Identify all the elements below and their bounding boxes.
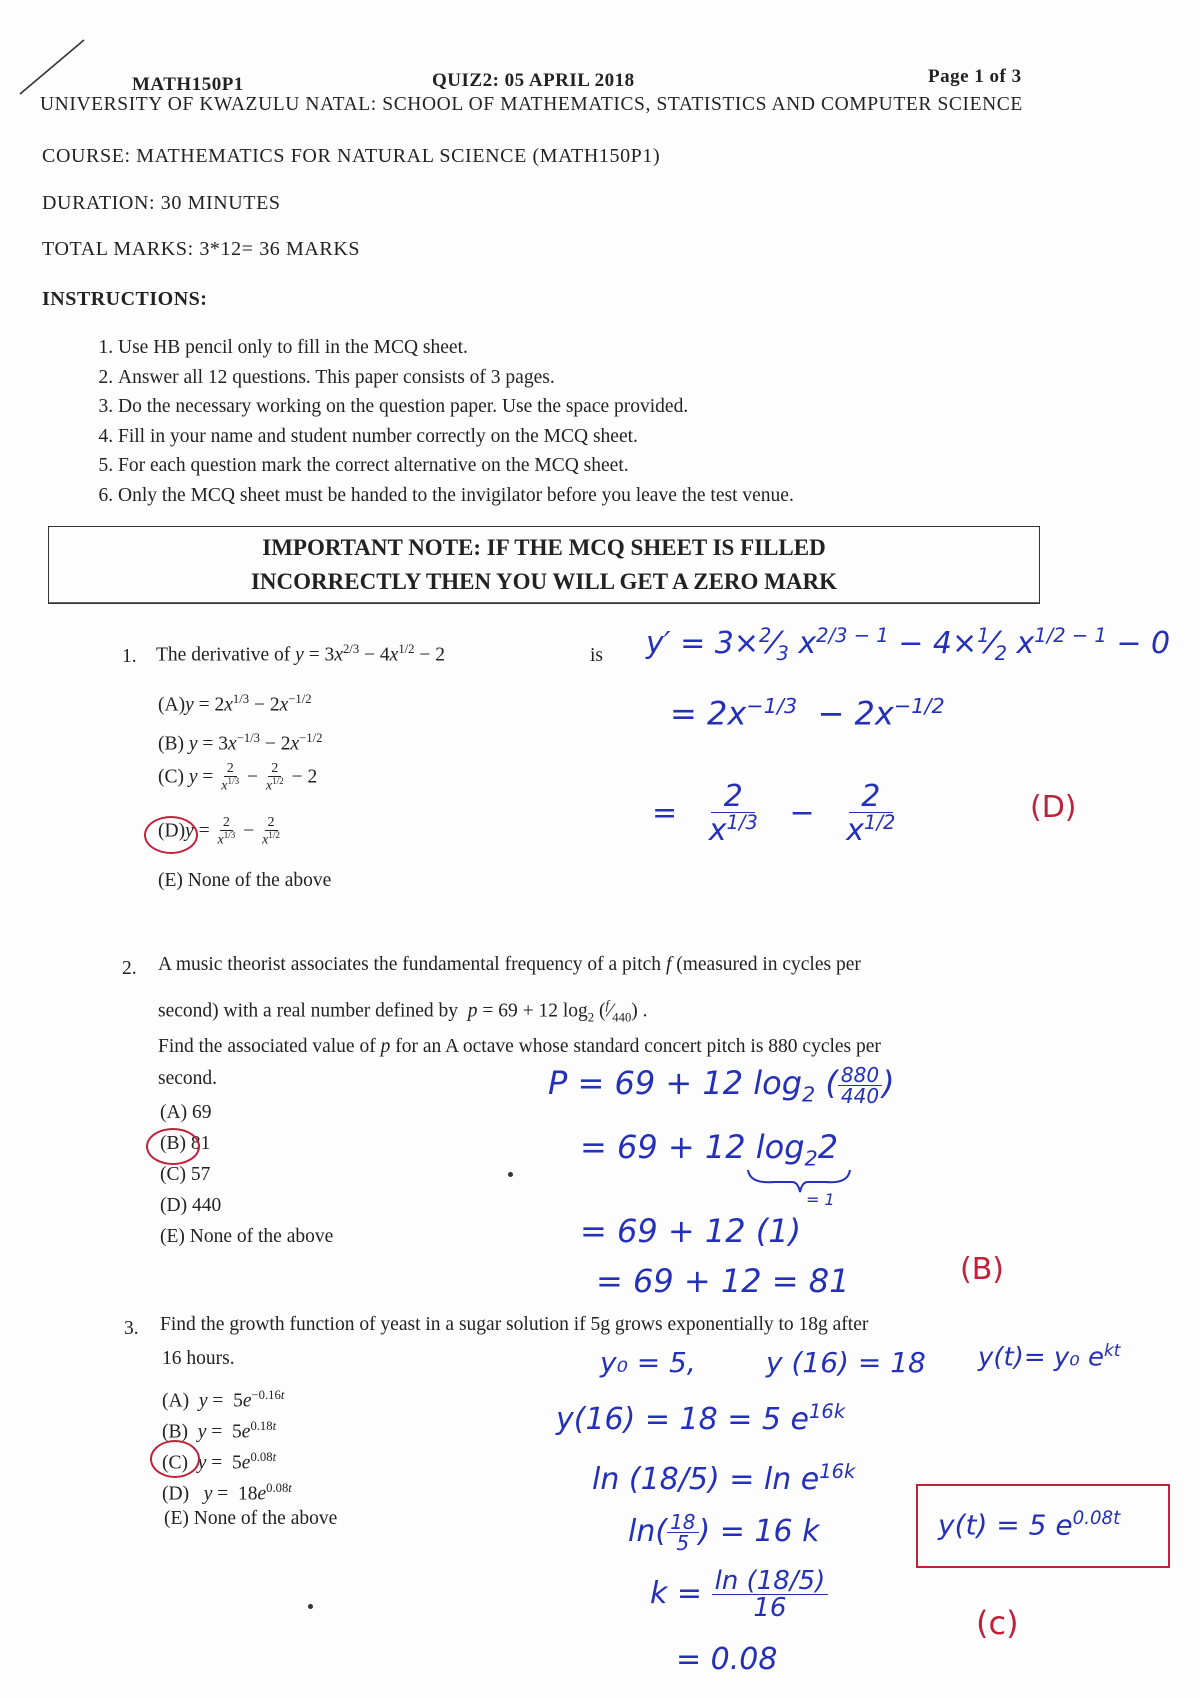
q3-work-line-4: ln( $\frac{18}{5}$ ) = 16 k bbox=[628, 1510, 820, 1555]
q3-work-y16: y (16) = 18 bbox=[766, 1346, 926, 1379]
pen-stroke-mark bbox=[18, 36, 88, 98]
q3-boxed-answer: y(t) = 5 $e^{0.08t}$ bbox=[938, 1508, 1121, 1542]
q2-work-line-3: = 69 + 12 (1) bbox=[580, 1212, 802, 1250]
total-marks-line: TOTAL MARKS: 3*12= 36 MARKS bbox=[42, 238, 361, 260]
q3-work-y0: y₀ = 5, bbox=[600, 1346, 696, 1379]
q3-work-model: y(t)= y₀ $e^{kt}$ bbox=[978, 1340, 1121, 1373]
note-line-2: INCORRECTLY THEN YOU WILL GET A ZERO MARK bbox=[250, 569, 837, 594]
q2-option-e: (E) None of the above bbox=[160, 1226, 334, 1247]
q2-line-2: second) with a real number defined by p = 69 + 12 $\log_2$ $(^f⁄_{440})$ . bbox=[158, 998, 648, 1025]
course-code: MATH150P1 bbox=[132, 74, 244, 95]
instructions-title: INSTRUCTIONS: bbox=[42, 288, 208, 310]
instruction-item: 4. Fill in your name and student number correctly on the MCQ sheet. bbox=[118, 422, 1118, 452]
q2-option-d: (D) 440 bbox=[160, 1195, 222, 1216]
q3-number: 3. bbox=[124, 1318, 139, 1339]
q2-work-line-2: = 69 + 12 $\log_22$ bbox=[580, 1128, 839, 1171]
q1-option-d: (D)y = $\frac{2}{x^{1/3}}$ − $\frac{2}{x^{1/2}}$ bbox=[158, 815, 280, 848]
important-note-box bbox=[48, 526, 1040, 604]
course-line: COURSE: MATHEMATICS FOR NATURAL SCIENCE (MATH150P1) bbox=[42, 145, 661, 167]
instruction-item: 1. Use HB pencil only to fill in the MCQ sheet. bbox=[118, 333, 1118, 363]
q3-work-line-5: k = $\frac{\ln (18/5)}{16}$ bbox=[650, 1568, 828, 1621]
note-line-1: IMPORTANT NOTE: IF THE MCQ SHEET IS FILLED bbox=[262, 535, 826, 560]
instruction-item: 6. Only the MCQ sheet must be handed to the invigilator before you leave the test venue. bbox=[118, 481, 1118, 511]
q1-option-e: (E) None of the above bbox=[158, 870, 332, 891]
q2-option-b: (B) 81 bbox=[160, 1133, 211, 1154]
q3-option-c: (C) $y = 5e^{0.08t}$ bbox=[162, 1450, 277, 1474]
q3-option-a: (A) $y = 5e^{-0.16t}$ bbox=[162, 1388, 285, 1412]
q3-work-line-2: y(16) = 18 = 5 $e^{16k}$ bbox=[556, 1400, 846, 1437]
instruction-item: 5. For each question mark the correct alternative on the MCQ sheet. bbox=[118, 451, 1118, 481]
q1-stem: The derivative of $y = 3x^{2/3} - 4x^{1/2} - 2$ bbox=[156, 642, 445, 666]
q2-option-c: (C) 57 bbox=[160, 1164, 211, 1185]
instruction-item: 3. Do the necessary working on the question paper. Use the space provided. bbox=[118, 392, 1118, 422]
duration-line: DURATION: 30 MINUTES bbox=[42, 192, 281, 214]
page-number: Page 1 of 3 bbox=[928, 66, 1022, 87]
instructions-list bbox=[74, 333, 1118, 511]
q1-option-b: (B) $y = 3x^{-1/3} - 2x^{-1/2}$ bbox=[158, 731, 323, 755]
q2-number: 2. bbox=[122, 958, 137, 979]
q2-work-answer: (B) bbox=[960, 1252, 1004, 1287]
q1-stem-text: The derivative of bbox=[156, 644, 291, 666]
q3-option-d: (D) $y = 18e^{0.08t}$ bbox=[162, 1481, 292, 1505]
q3-work-line-3: $\ln (18/5) = \ln e^{16k}$ bbox=[592, 1460, 856, 1497]
q2-line-4: second. bbox=[158, 1068, 218, 1089]
q1-option-c: (C) y = $\frac{2}{x^{1/3}}$ − $\frac{2}{x^{1/2}}$ − 2 bbox=[158, 761, 318, 794]
q2-underbrace bbox=[744, 1166, 854, 1196]
q3-line-1: Find the growth function of yeast in a sugar solution if 5g grows exponentially to 18g after bbox=[160, 1314, 869, 1335]
q1-number: 1. bbox=[122, 646, 137, 667]
q1-work-line-3: = $\frac{2}{x^{1/3}}$ − $\frac{2}{x^{1/2}}$ bbox=[652, 779, 896, 848]
q1-work-line-1: $y' = 3\times^2⁄_3$ $x^{2/3 - 1}$ − $4\times^1⁄_2$ $x^{1/2 - 1} - 0$ bbox=[646, 624, 1171, 665]
scan-dot bbox=[508, 1172, 513, 1177]
q2-line-3: Find the associated value of p for an A octave whose standard concert pitch is 880 cycles per bbox=[158, 1036, 881, 1057]
q3-option-e: (E) None of the above bbox=[164, 1508, 338, 1529]
scan-dot bbox=[308, 1604, 313, 1609]
q2-line-1: A music theorist associates the fundamental frequency of a pitch f (measured in cycles per bbox=[158, 954, 861, 975]
instruction-item: 2. Answer all 12 questions. This paper consists of 3 pages. bbox=[118, 363, 1118, 393]
university-line: UNIVERSITY OF KWAZULU NATAL: SCHOOL OF MATHEMATICS, STATISTICS AND COMPUTER SCIENCE bbox=[40, 94, 1023, 115]
quiz-date: QUIZ2: 05 APRIL 2018 bbox=[432, 70, 635, 91]
q2-work-line-1: P = 69 + 12 $\log_2$ ( $\frac{880}{440}$ ) bbox=[548, 1062, 895, 1108]
q3-work-answer: (c) bbox=[976, 1604, 1019, 1642]
q1-work-answer: (D) bbox=[1030, 790, 1077, 825]
q2-option-a: (A) 69 bbox=[160, 1102, 212, 1123]
q1-is: is bbox=[590, 645, 604, 666]
q2-work-brace-label: = 1 bbox=[806, 1190, 835, 1209]
q3-work-line-6: = 0.08 bbox=[676, 1642, 778, 1677]
q3-line-2: 16 hours. bbox=[162, 1348, 235, 1369]
q1-option-a: $(A)y = 2x^{1/3} - 2x^{-1/2}$ bbox=[158, 692, 312, 716]
q1-work-line-2: = $2x^{-1/3} - 2x^{-1/2}$ bbox=[670, 694, 945, 733]
q3-option-b: (B) $y = 5e^{0.18t}$ bbox=[162, 1419, 277, 1443]
q1-answer-circle bbox=[144, 816, 198, 854]
q2-work-line-4: = 69 + 12 = 81 bbox=[596, 1262, 850, 1300]
